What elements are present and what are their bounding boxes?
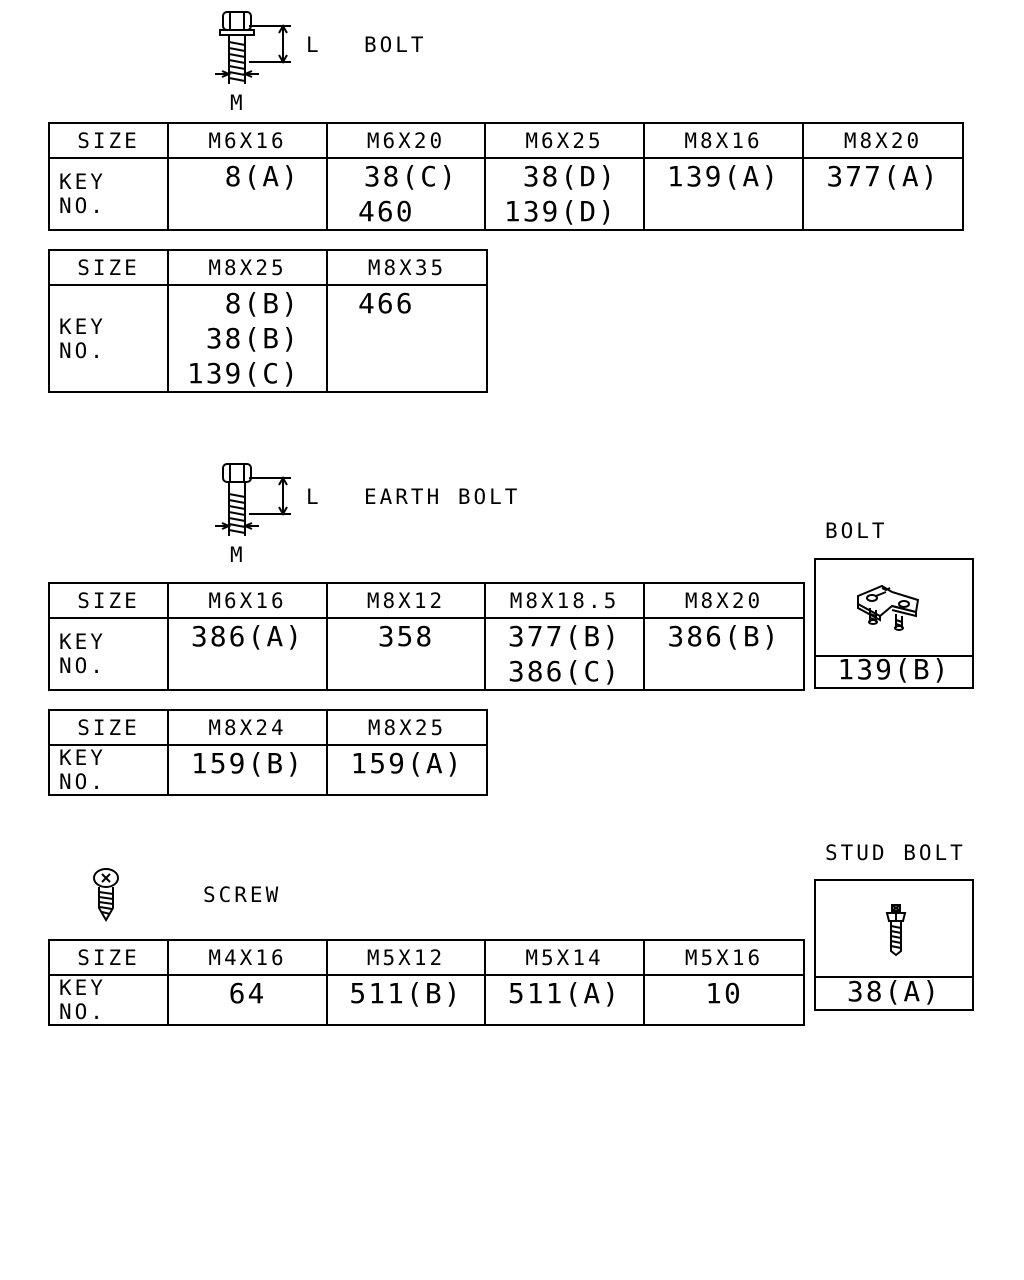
size-cell: M8X24 [168,710,327,745]
screw-section-title: SCREW [203,883,282,907]
size-cell: M8X25 [168,250,327,285]
size-label: SIZE [49,250,168,285]
key-cell [644,618,804,690]
hex-bolt-icon [205,458,295,548]
key-cell [327,975,485,1025]
key-value: 511(B) [349,977,463,1010]
key-value: 466 [358,287,415,320]
bracket-bolt-icon [852,578,942,640]
size-cell: M4X16 [168,940,327,975]
key-value: 377(A) [826,160,940,193]
size-cell: M8X18.5 [485,583,644,618]
size-cell: M5X12 [327,940,485,975]
key-value: 159(B) [190,747,305,780]
size-cell: M8X25 [327,710,487,745]
bolt-dim-m: M [230,91,246,115]
key-value: 377(B) [507,620,622,653]
earth-bolt-table-1 [48,582,805,691]
size-label: SIZE [49,710,168,745]
key-value: 139(D) [503,195,617,228]
earth-bolt-section-title: EARTH BOLT [364,485,521,509]
key-value: 64 [228,977,267,1010]
key-label: KEY NO. [49,158,168,230]
key-cell [327,618,485,690]
bracket-bolt-title: BOLT [825,519,888,543]
stud-bolt-title: STUD BOLT [825,841,966,865]
key-cell [168,158,327,230]
stud-bolt-icon [882,903,910,957]
key-value: 38(D) [522,160,617,193]
size-cell: M8X20 [644,583,804,618]
size-cell: M6X25 [485,123,644,158]
key-value: 10 [705,977,743,1010]
key-cell [327,745,487,795]
size-cell: M5X16 [644,940,804,975]
key-cell [644,158,803,230]
key-cell [168,285,327,392]
earth-bolt-dim-l: L [306,485,322,509]
bracket-bolt-box [814,558,974,689]
key-label: KEY NO. [49,745,168,795]
key-value: 386(B) [667,620,781,653]
key-cell [485,158,644,230]
key-cell [327,285,487,392]
size-cell: M6X16 [168,583,327,618]
bolt-table-1 [48,122,964,231]
key-cell [168,975,327,1025]
key-value: 386(C) [507,655,622,688]
key-value: 358 [377,620,435,653]
key-value: 8(B) [224,287,300,320]
key-label: KEY NO. [49,285,168,392]
size-label: SIZE [49,583,168,618]
key-cell [485,618,644,690]
bolt-table-2 [48,249,488,393]
size-cell: M6X20 [327,123,485,158]
key-value: 511(A) [507,977,622,1010]
key-value: 38(B) [205,322,300,355]
size-cell: M6X16 [168,123,327,158]
key-cell [327,158,485,230]
key-cell [168,618,327,690]
size-cell: M5X14 [485,940,644,975]
key-label: KEY NO. [49,618,168,690]
earth-bolt-table-2 [48,709,488,796]
bolt-dim-l: L [306,33,322,57]
size-cell: M8X20 [803,123,963,158]
key-cell [168,745,327,795]
stud-bolt-key: 38(A) [846,975,942,1008]
key-value: 460 [358,195,415,228]
flange-bolt-icon [205,6,295,96]
key-value: 38(C) [363,160,458,193]
key-value: 159(A) [350,747,464,780]
bracket-bolt-key: 139(B) [837,653,951,686]
bolt-section-title: BOLT [364,33,427,57]
tapping-screw-icon [90,866,122,922]
screw-table [48,939,805,1026]
key-label: KEY NO. [49,975,168,1025]
key-value: 386(A) [190,620,305,653]
size-cell: M8X35 [327,250,487,285]
key-value: 139(A) [666,160,781,193]
key-value: 139(C) [186,357,300,390]
key-cell [644,975,804,1025]
stud-bolt-box [814,879,974,1011]
size-cell: M8X16 [644,123,803,158]
size-label: SIZE [49,123,168,158]
size-cell: M8X12 [327,583,485,618]
key-cell [485,975,644,1025]
earth-bolt-dim-m: M [230,543,246,567]
key-cell [803,158,963,230]
key-value: 8(A) [224,160,300,193]
size-label: SIZE [49,940,168,975]
